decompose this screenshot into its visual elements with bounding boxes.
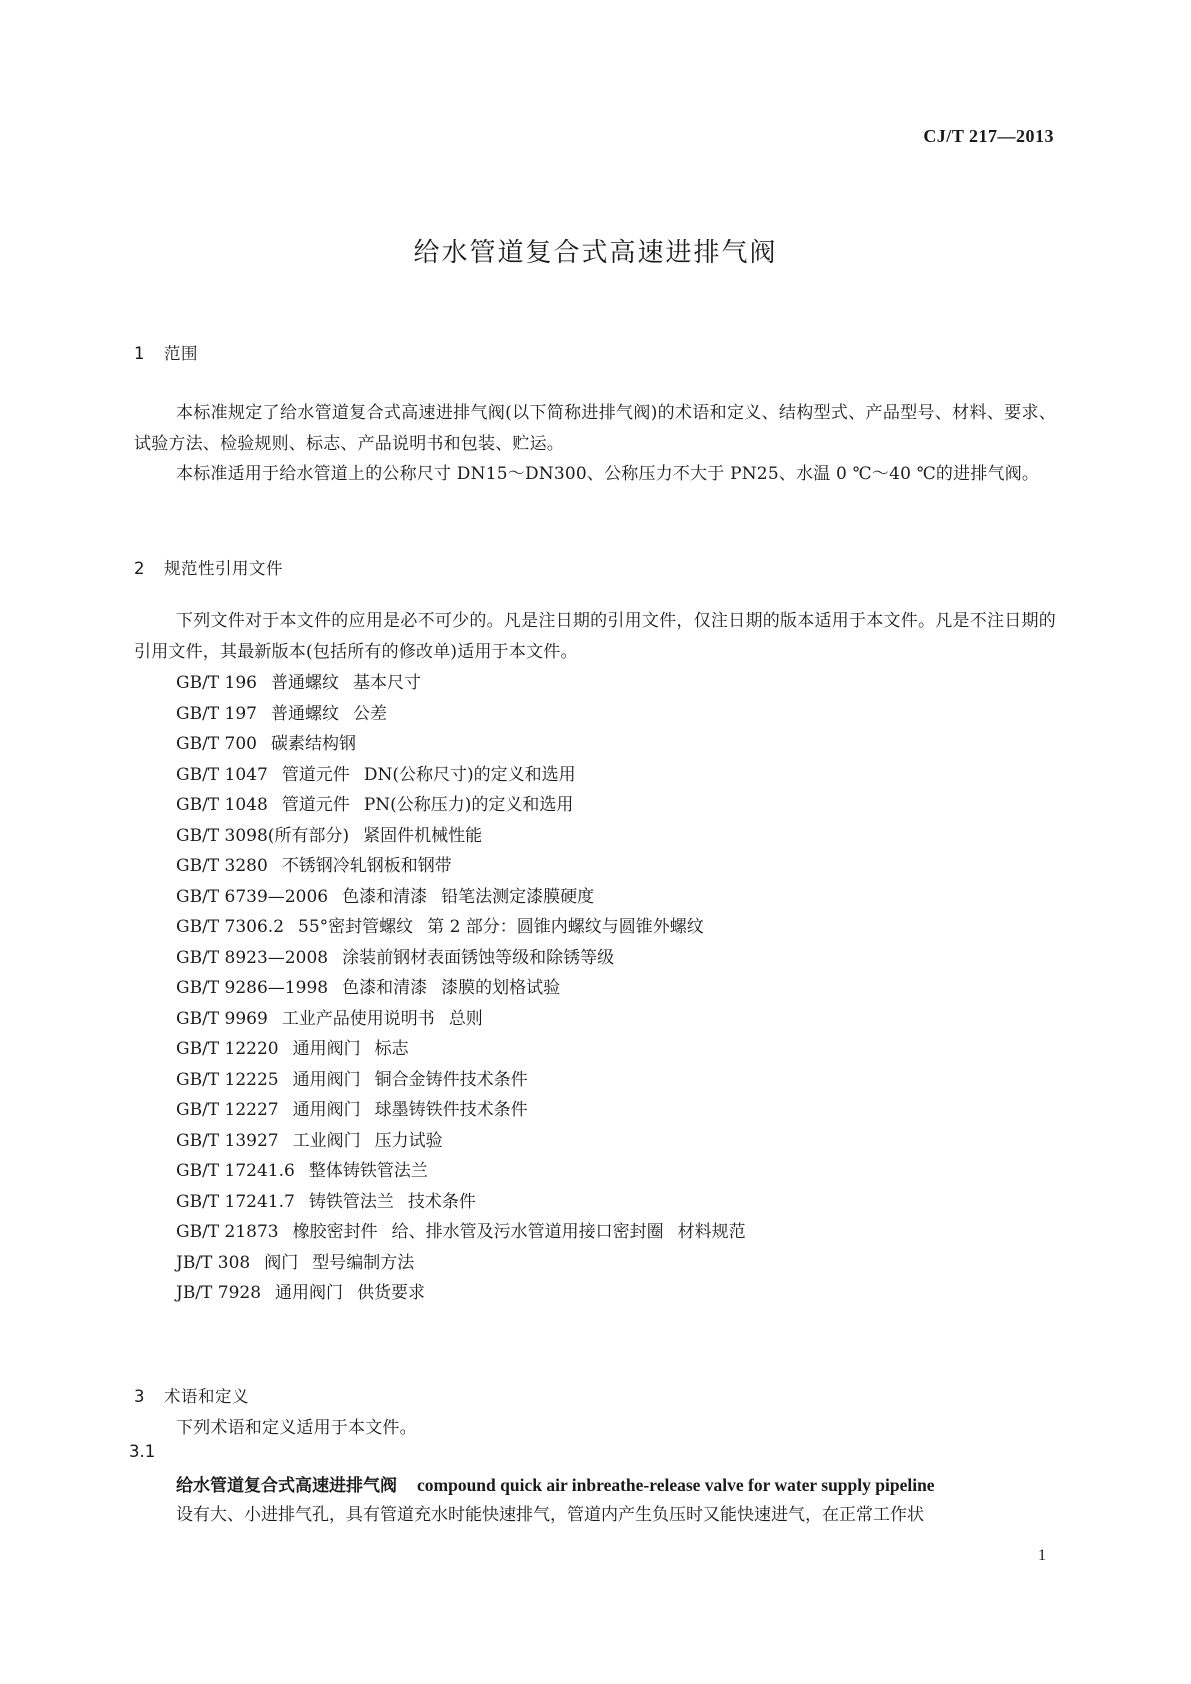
reference-subtitle: 基本尺寸 — [353, 673, 421, 693]
reference-subtitle: 铅笔法测定漆膜硬度 — [441, 886, 595, 907]
reference-item — [176, 1278, 746, 1309]
reference-code: GB/T 700 — [176, 734, 257, 754]
term-english: compound quick air inbreathe-release valve for water supply pipeline — [417, 1475, 935, 1495]
reference-item — [176, 1065, 746, 1096]
reference-item — [176, 668, 746, 699]
reference-code: GB/T 3280 — [176, 856, 268, 876]
page-number: 1 — [1038, 1547, 1046, 1564]
reference-title: 不锈钢冷轧钢板和钢带 — [281, 856, 452, 876]
reference-title: 管道元件 — [281, 795, 350, 815]
reference-title: 普通螺纹 — [271, 703, 339, 724]
reference-item — [176, 1217, 746, 1248]
reference-item — [176, 1156, 746, 1187]
section-title: 规范性引用文件 — [164, 559, 283, 578]
reference-code: GB/T 7306.2 — [176, 917, 285, 937]
reference-title: 通用阀门 — [292, 1100, 361, 1120]
reference-code: GB/T 6739—2006 — [176, 886, 329, 907]
reference-code: GB/T 197 — [176, 703, 257, 724]
reference-title: 紧固件机械性能 — [363, 825, 483, 846]
reference-item — [176, 760, 746, 791]
reference-title: 铸铁管法兰 — [308, 1191, 394, 1212]
reference-subtitle: 型号编制方法 — [312, 1252, 415, 1273]
reference-subtitle: DN(公称尺寸)的定义和选用 — [363, 764, 576, 785]
reference-title: 色漆和清漆 — [342, 978, 428, 998]
reference-subtitle: 压力试验 — [374, 1130, 443, 1151]
reference-title: 色漆和清漆 — [342, 886, 428, 907]
reference-item — [176, 851, 746, 882]
reference-code: GB/T 196 — [176, 673, 257, 693]
reference-title: 碳素结构钢 — [271, 734, 356, 754]
reference-item — [176, 1004, 746, 1035]
reference-subtitle: 漆膜的划格试验 — [441, 978, 561, 998]
reference-code: GB/T 9286—1998 — [176, 978, 329, 998]
term-chinese: 给水管道复合式高速进排气阀 — [176, 1476, 397, 1496]
section-number: 2 — [134, 559, 145, 578]
section-1-heading — [134, 340, 198, 364]
reference-subtitle: 技术条件 — [407, 1191, 476, 1212]
reference-title: 涂装前钢材表面锈蚀等级和除锈等级 — [342, 947, 615, 968]
term-title — [176, 1471, 935, 1496]
reference-code: GB/T 21873 — [176, 1222, 279, 1242]
reference-subtitle: 铜合金铸件技术条件 — [374, 1069, 528, 1090]
reference-code: GB/T 12227 — [176, 1100, 279, 1120]
reference-title: 管道元件 — [281, 764, 350, 785]
reference-code: GB/T 12225 — [176, 1069, 279, 1090]
section-title: 范围 — [164, 344, 198, 363]
reference-item — [176, 943, 746, 974]
section-1-paragraph-1: 本标准规定了给水管道复合式高速进排气阀(以下简称进排气阀)的术语和定义、结构型式、产品型号、材料、要求、试验方法、检验规则、标志、产品说明书和包装、贮运。 — [134, 403, 1056, 454]
reference-item — [176, 1126, 746, 1157]
section-1-paragraph-2: 本标准适用于给水管道上的公称尺寸 DN15～DN300、公称压力不大于 PN25、水温 0 ℃～40 ℃的进排气阀。 — [176, 464, 1040, 484]
document-title: 给水管道复合式高速进排气阀 — [413, 238, 778, 268]
reference-code: JB/T 308 — [176, 1252, 251, 1273]
reference-item — [176, 821, 746, 852]
reference-code: GB/T 1047 — [176, 764, 268, 785]
reference-item — [176, 1187, 746, 1218]
reference-title: 通用阀门 — [275, 1283, 344, 1303]
section-3-intro: 下列术语和定义适用于本文件。 — [176, 1418, 417, 1438]
reference-item — [176, 790, 746, 821]
reference-item — [176, 699, 746, 730]
reference-code: GB/T 12220 — [176, 1039, 279, 1059]
reference-subtitle: 第 2 部分：圆锥内螺纹与圆锥外螺纹 — [427, 917, 704, 937]
section-2-intro: 下列文件对于本文件的应用是必不可少的。凡是注日期的引用文件，仅注日期的版本适用于本文件。凡是不注日期的引用文件，其最新版本(包括所有的修改单)适用于本文件。 — [134, 611, 1056, 662]
reference-code: GB/T 17241.6 — [176, 1161, 295, 1181]
reference-title: 阀门 — [264, 1252, 299, 1273]
reference-title: 普通螺纹 — [271, 673, 339, 693]
reference-item — [176, 973, 746, 1004]
section-3-heading — [134, 1383, 249, 1407]
reference-title: 整体铸铁管法兰 — [308, 1161, 428, 1181]
reference-code: GB/T 9969 — [176, 1008, 268, 1029]
section-title: 术语和定义 — [164, 1387, 249, 1406]
reference-code: JB/T 7928 — [176, 1283, 262, 1303]
reference-title: 通用阀门 — [292, 1039, 361, 1059]
section-2-heading — [134, 555, 283, 579]
reference-code: GB/T 13927 — [176, 1130, 279, 1151]
reference-item — [176, 1034, 746, 1065]
section-number: 1 — [134, 344, 145, 363]
term-definition: 设有大、小进排气孔，具有管道充水时能快速排气，管道内产生负压时又能快速进气，在正常工作状 — [176, 1505, 924, 1525]
reference-code: GB/T 17241.7 — [176, 1191, 295, 1212]
reference-title: 工业阀门 — [292, 1130, 361, 1151]
reference-title: 橡胶密封件 — [292, 1222, 378, 1242]
reference-subtitle: 标志 — [374, 1039, 409, 1059]
section-number: 3 — [134, 1387, 145, 1406]
reference-subtitle: 供货要求 — [357, 1283, 426, 1303]
reference-item — [176, 912, 746, 943]
reference-title: 工业产品使用说明书 — [281, 1008, 435, 1029]
reference-subtitle-2: 材料规范 — [677, 1222, 746, 1242]
reference-item — [176, 882, 746, 913]
reference-list — [176, 668, 746, 1309]
reference-subtitle: PN(公称压力)的定义和选用 — [363, 795, 574, 815]
term-number: 3.1 — [129, 1442, 156, 1461]
reference-item — [176, 1095, 746, 1126]
reference-subtitle: 给、排水管及污水管道用接口密封圈 — [391, 1222, 664, 1242]
reference-subtitle: 球墨铸铁件技术条件 — [374, 1100, 528, 1120]
reference-title: 通用阀门 — [292, 1069, 361, 1090]
reference-code: GB/T 3098(所有部分) — [176, 825, 350, 846]
reference-item — [176, 729, 746, 760]
reference-subtitle: 公差 — [353, 703, 387, 724]
standard-number: CJ/T 217—2013 — [923, 126, 1054, 146]
reference-subtitle: 总则 — [448, 1008, 483, 1029]
reference-code: GB/T 1048 — [176, 795, 268, 815]
reference-title: 55°密封管螺纹 — [298, 917, 414, 937]
reference-code: GB/T 8923—2008 — [176, 947, 329, 968]
reference-item — [176, 1248, 746, 1279]
